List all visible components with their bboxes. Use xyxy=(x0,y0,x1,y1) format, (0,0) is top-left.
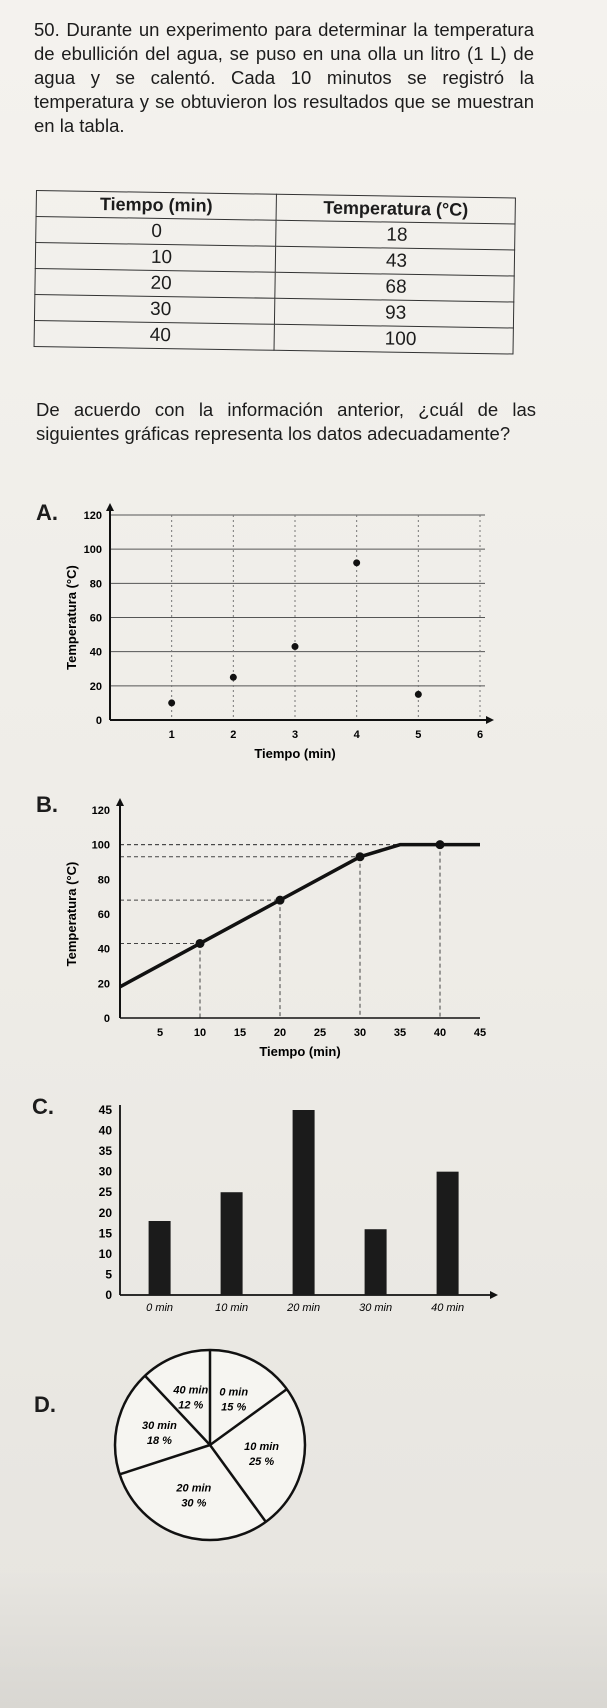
scatter-point xyxy=(230,674,237,681)
y-axis-arrow xyxy=(106,503,114,511)
y-tick-label: 20 xyxy=(98,1205,112,1220)
scatter-point xyxy=(168,699,175,706)
y-tick-label: 100 xyxy=(83,544,102,557)
y-tick-label: 0 xyxy=(95,715,102,727)
y-tick-label: 30 xyxy=(98,1164,112,1179)
bar xyxy=(221,1192,243,1295)
x-tick-label: 4 xyxy=(353,729,360,741)
pie-slice-pct: 15 % xyxy=(221,1401,247,1414)
x-tick-label: 15 xyxy=(233,1027,247,1039)
scatter-point xyxy=(415,691,422,698)
x-tick-label: 3 xyxy=(291,729,299,741)
pie-slice-label: 0 min xyxy=(219,1386,249,1399)
x-tick-label: 20 xyxy=(273,1027,287,1039)
table-header-time: Tiempo (min) xyxy=(36,191,276,221)
y-tick-label: 60 xyxy=(97,909,110,921)
y-tick-label: 35 xyxy=(98,1144,112,1159)
y-tick-label: 45 xyxy=(98,1103,112,1117)
option-d-label[interactable]: D. xyxy=(34,1392,56,1417)
y-tick-label: 60 xyxy=(89,612,102,625)
x-axis-label: Tiempo (min) xyxy=(259,1044,341,1059)
x-tick-label: 40 min xyxy=(431,1302,465,1314)
y-axis-label: Temperatura (°C) xyxy=(64,565,79,670)
y-tick-label: 5 xyxy=(105,1267,112,1282)
x-tick-label: 1 xyxy=(168,729,175,741)
x-axis-arrow xyxy=(490,1291,498,1299)
y-tick-label: 0 xyxy=(105,1288,112,1302)
option-b-label[interactable]: B. xyxy=(36,792,58,817)
pie-slice-label: 40 min xyxy=(173,1384,209,1397)
pie-slice-label: 10 min xyxy=(244,1441,280,1454)
pie-slice-pct: 30 % xyxy=(181,1497,207,1510)
question-prompt: De acuerdo con la información anterior, ¿cuál de las siguientes gráficas representa los datos adecuadamente? xyxy=(36,399,536,444)
data-table xyxy=(34,190,516,355)
y-tick-label: 10 xyxy=(98,1246,112,1261)
line-marker xyxy=(196,939,205,948)
y-tick-label: 20 xyxy=(89,680,102,693)
bar xyxy=(365,1229,387,1295)
table-cell-temp: 68 xyxy=(275,272,514,302)
y-tick-label: 100 xyxy=(91,839,110,852)
pie-slice-label: 20 min xyxy=(176,1482,212,1495)
y-axis-arrow xyxy=(116,798,124,806)
x-tick-label: 5 xyxy=(156,1027,164,1039)
y-tick-label: 40 xyxy=(97,943,110,956)
y-tick-label: 120 xyxy=(91,805,110,817)
table-cell-time: 30 xyxy=(34,294,274,324)
line-marker xyxy=(356,852,365,861)
chart-d-pie xyxy=(110,1340,310,1550)
pie-slice-pct: 25 % xyxy=(249,1456,275,1469)
option-a-label[interactable]: A. xyxy=(36,500,58,525)
pie-slice-label: 30 min xyxy=(141,1420,177,1433)
x-tick-label: 2 xyxy=(230,729,237,741)
line-marker xyxy=(276,896,285,905)
table-cell-time: 40 xyxy=(34,320,274,350)
pie-slice-pct: 18 % xyxy=(146,1435,172,1448)
table-header-temp: Temperatura (°C) xyxy=(276,194,515,224)
x-tick-label: 10 xyxy=(193,1027,207,1039)
series-line xyxy=(120,845,480,987)
table-cell-time: 20 xyxy=(35,268,275,298)
y-tick-label: 80 xyxy=(97,874,110,887)
x-tick-label: 10 min xyxy=(215,1302,249,1314)
scatter-point xyxy=(292,643,299,650)
y-tick-label: 80 xyxy=(89,578,102,591)
y-tick-label: 120 xyxy=(83,510,102,522)
x-tick-label: 5 xyxy=(415,729,422,741)
x-tick-label: 0 min xyxy=(146,1302,174,1314)
x-axis-arrow xyxy=(486,716,494,724)
x-axis-label: Tiempo (min) xyxy=(254,746,336,761)
chart-b-line xyxy=(60,790,500,1080)
option-c-label[interactable]: C. xyxy=(32,1094,54,1119)
table-cell-temp: 43 xyxy=(275,246,514,276)
x-tick-label: 30 xyxy=(353,1027,367,1039)
line-marker xyxy=(436,840,445,849)
y-tick-label: 40 xyxy=(98,1123,112,1138)
bar xyxy=(149,1221,171,1295)
chart-a-scatter xyxy=(60,495,500,785)
table-cell-time: 0 xyxy=(36,217,276,247)
x-tick-label: 25 xyxy=(313,1027,327,1039)
question-text: 50. Durante un experimento para determinar la temperatura de ebullición del agua, se puso en una olla un litro (1 L) de agua y se calentó. Cada 10 minutos se registró la temperatura y se obtuvieron los resultados que se muestran en la tabla. xyxy=(34,19,534,136)
y-tick-label: 40 xyxy=(89,646,102,659)
x-tick-label: 20 min xyxy=(287,1302,321,1314)
pie-slice-pct: 12 % xyxy=(178,1399,204,1412)
page-shadow xyxy=(0,1568,607,1708)
x-tick-label: 40 xyxy=(433,1027,447,1039)
table-cell-temp: 93 xyxy=(274,298,513,328)
bar xyxy=(293,1110,315,1295)
x-tick-label: 30 min xyxy=(359,1302,393,1314)
scatter-point xyxy=(353,559,360,566)
x-tick-label: 35 xyxy=(393,1027,407,1039)
y-tick-label: 25 xyxy=(98,1185,112,1200)
table-cell-time: 10 xyxy=(35,243,275,273)
bar xyxy=(437,1172,459,1295)
y-tick-label: 15 xyxy=(98,1226,112,1241)
x-tick-label: 6 xyxy=(476,729,484,741)
y-tick-label: 0 xyxy=(103,1013,110,1025)
chart-c-bar xyxy=(60,1085,500,1325)
table-cell-temp: 100 xyxy=(274,324,513,354)
x-tick-label: 45 xyxy=(473,1027,487,1039)
table-cell-temp: 18 xyxy=(276,220,515,250)
y-axis-label: Temperatura (°C) xyxy=(64,861,79,967)
y-tick-label: 20 xyxy=(97,978,110,991)
